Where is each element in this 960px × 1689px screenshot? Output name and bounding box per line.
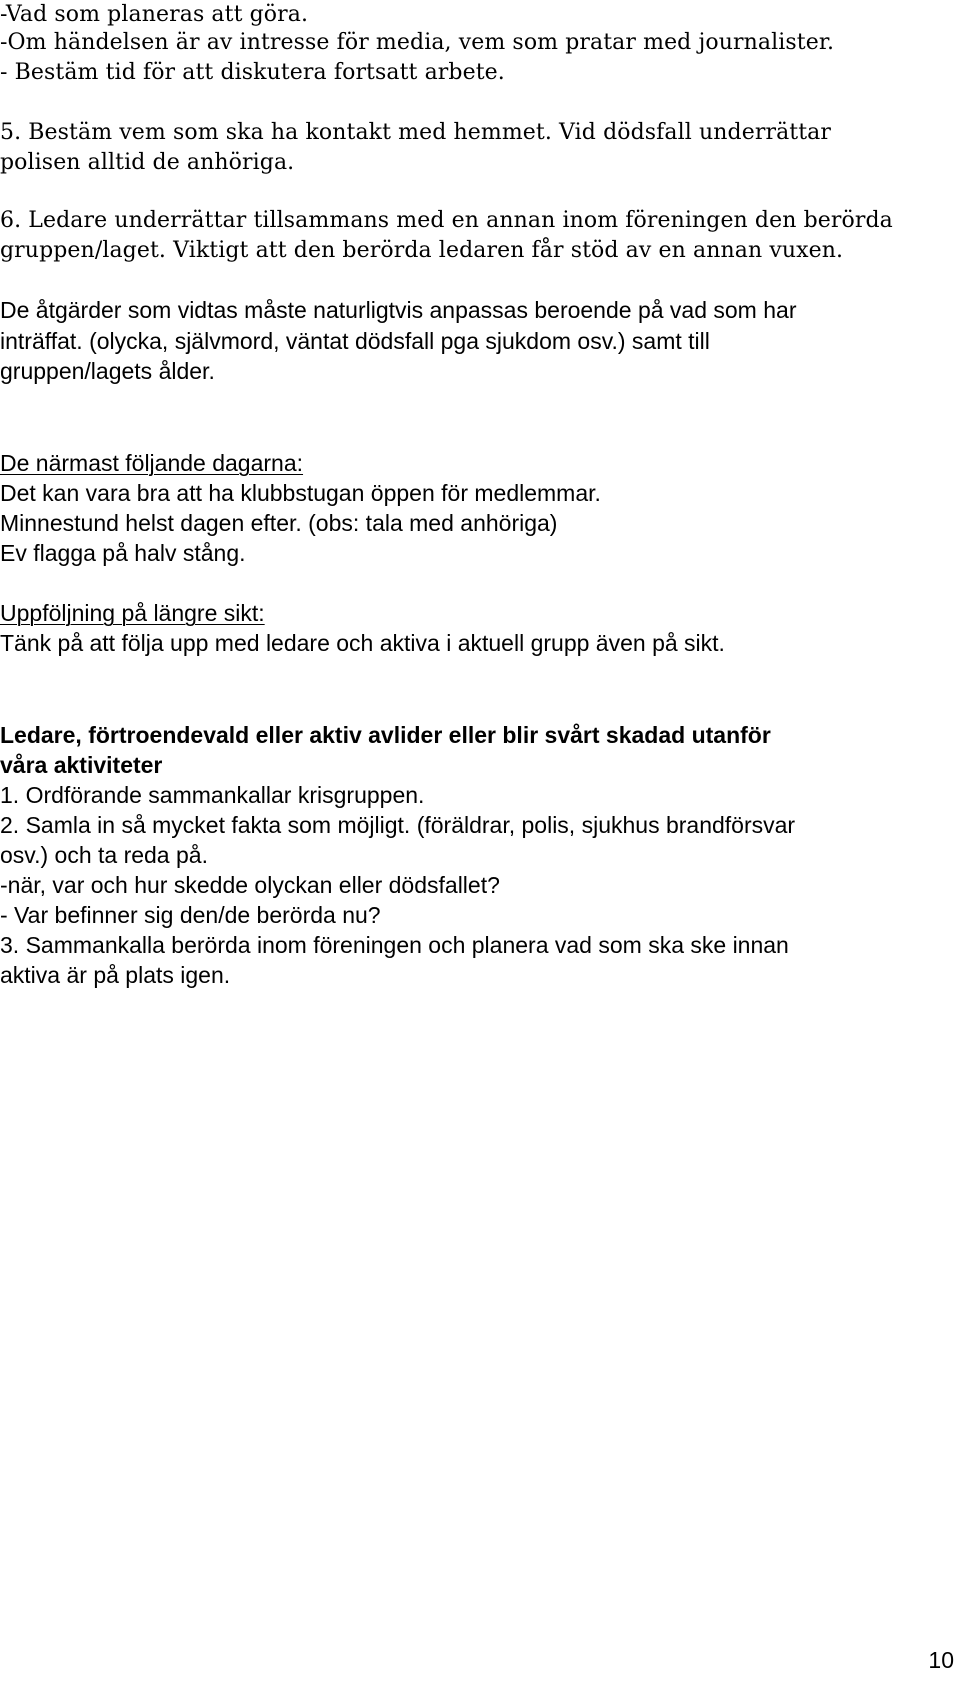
following-days-line-1: Det kan vara bra att ha klubbstugan öppen för medlemmar. xyxy=(0,480,601,506)
leader-section-line-2: 2. Samla in så mycket fakta som möjligt. (föräldrar, polis, sjukhus brandförsvar xyxy=(0,812,796,838)
following-days-line-3: Ev flagga på halv stång. xyxy=(0,540,246,566)
plan-line-3: - Bestäm tid för att diskutera fortsatt arbete. xyxy=(0,60,505,85)
step5-line-2: polisen alltid de anhöriga. xyxy=(0,150,295,175)
following-days-line-2: Minnestund helst dagen efter. (obs: tala med anhöriga) xyxy=(0,510,558,536)
leader-section-line-1: 1. Ordförande sammankallar krisgruppen. xyxy=(0,782,425,808)
measures-line-3: gruppen/lagets ålder. xyxy=(0,358,215,384)
plan-line-2: -Om händelsen är av intresse för media, vem som pratar med journalister. xyxy=(0,30,835,55)
follow-up-heading: Uppföljning på längre sikt: xyxy=(0,600,265,626)
leader-section-heading-2: våra aktiviteter xyxy=(0,752,163,778)
page-number: 10 xyxy=(928,1647,954,1673)
leader-section-line-4: -när, var och hur skedde olyckan eller dödsfallet? xyxy=(0,872,500,898)
leader-section-line-3: osv.) och ta reda på. xyxy=(0,842,208,868)
measures-line-2: inträffat. (olycka, självmord, väntat dödsfall pga sjukdom osv.) samt till xyxy=(0,328,710,354)
leader-section-line-7: aktiva är på plats igen. xyxy=(0,962,231,988)
step6-line-1: 6. Ledare underrättar tillsammans med en annan inom föreningen den berörda xyxy=(0,208,893,233)
leader-section-line-6: 3. Sammankalla berörda inom föreningen och planera vad som ska ske innan xyxy=(0,932,789,958)
leader-section-heading-1: Ledare, förtroendevald eller aktiv avlider eller blir svårt skadad utanför xyxy=(0,722,771,748)
leader-section-line-5: - Var befinner sig den/de berörda nu? xyxy=(0,902,381,928)
follow-up-line-1: Tänk på att följa upp med ledare och aktiva i aktuell grupp även på sikt. xyxy=(0,630,725,656)
measures-line-1: De åtgärder som vidtas måste naturligtvis anpassas beroende på vad som har xyxy=(0,297,797,323)
following-days-heading: De närmast följande dagarna: xyxy=(0,450,304,476)
step6-line-2: gruppen/laget. Viktigt att den berörda ledaren får stöd av en annan vuxen. xyxy=(0,238,844,263)
step5-line-1: 5. Bestäm vem som ska ha kontakt med hemmet. Vid dödsfall underrättar xyxy=(0,120,831,145)
plan-line-1: -Vad som planeras att göra. xyxy=(0,2,309,27)
